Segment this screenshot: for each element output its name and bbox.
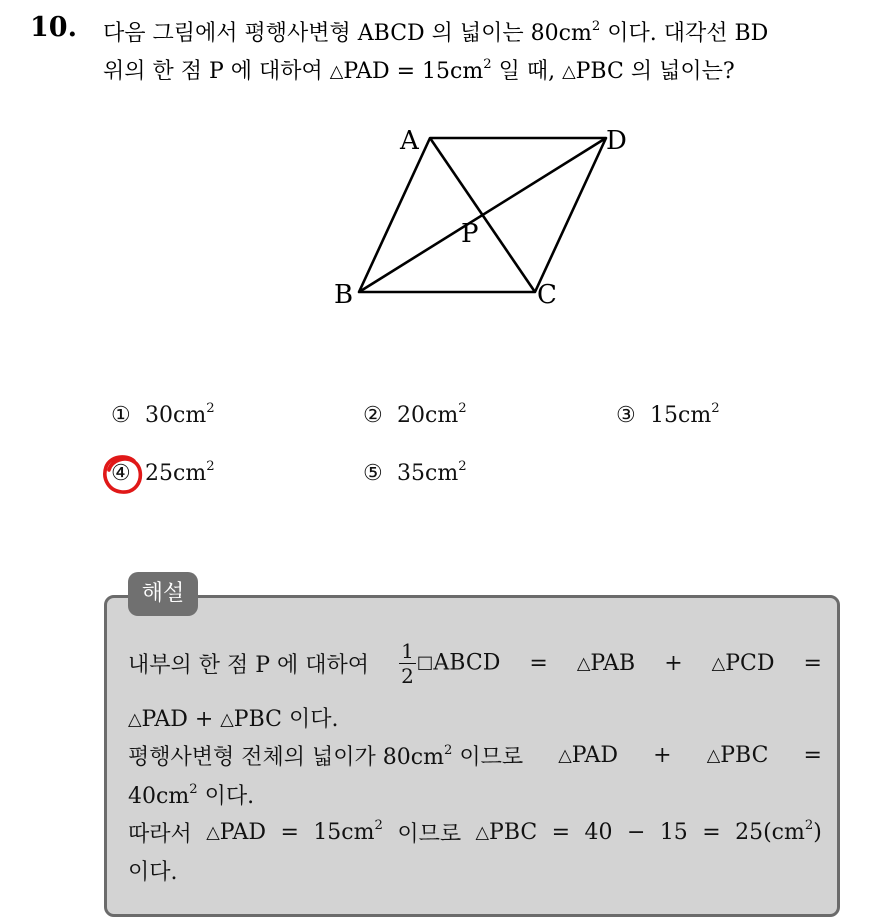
choice-1[interactable]: ① $30cm^2$ bbox=[111, 401, 215, 428]
triangle-symbol: △ bbox=[220, 710, 234, 731]
answer-mark-circle bbox=[100, 452, 146, 496]
choice-2[interactable]: ② $20cm^2$ bbox=[363, 401, 467, 428]
point-label-p: P bbox=[461, 219, 479, 249]
vertex-label-c: C bbox=[537, 280, 557, 310]
triangle-symbol: △ bbox=[329, 62, 344, 83]
diagonal-ac bbox=[430, 138, 535, 292]
choice-5[interactable]: ⑤ $35cm^2$ bbox=[363, 459, 467, 486]
solution-line-2: △PAD + △PBC 이다. bbox=[128, 707, 339, 732]
choice-3[interactable]: ③ $15cm^2$ bbox=[616, 401, 720, 428]
vertex-label-a: A bbox=[400, 126, 419, 156]
solution-line-1: 내부의 한 점 P 에 대하여 $\frac{1}{2}$ □ABCD = △PAB + △PCD = bbox=[128, 638, 822, 688]
choice-4[interactable]: ④ $25cm^2$ bbox=[111, 459, 215, 486]
triangle-symbol: △ bbox=[706, 746, 721, 767]
solution-tag: 해설 bbox=[128, 572, 198, 616]
parallelogram-figure bbox=[320, 115, 640, 315]
triangle-symbol: △ bbox=[711, 653, 726, 674]
question-number: 10. bbox=[30, 12, 77, 43]
triangle-symbol: △ bbox=[558, 746, 572, 767]
vertex-label-b: B bbox=[334, 280, 354, 310]
triangle-symbol: △ bbox=[475, 823, 490, 844]
triangle-symbol: △ bbox=[206, 823, 220, 844]
square-symbol: □ bbox=[416, 652, 434, 673]
solution-line-5: 따라서 △PAD = $15cm^2$ 이므로 △PBC = 40 − 15 = $25(cm^2)$ bbox=[128, 818, 822, 847]
triangle-symbol: △ bbox=[562, 62, 576, 83]
triangle-symbol: △ bbox=[128, 710, 142, 731]
solution-line-6: 이다. bbox=[128, 860, 178, 885]
solution-line-3: 평행사변형 전체의 넓이가 $80cm^2$ 이므로 △PAD + △PBC = bbox=[128, 743, 822, 770]
question-text-line1: 다음 그림에서 평행사변형 ABCD 의 넓이는 $80cm^2$ 이다. 대각선 BD bbox=[103, 19, 769, 46]
fraction-one-half: $\frac{1}{2}$ bbox=[401, 638, 414, 688]
triangle-symbol: △ bbox=[576, 653, 591, 674]
solution-line-4: $40cm^2$ 이다. bbox=[128, 782, 255, 809]
vertex-label-d: D bbox=[606, 126, 627, 156]
question-text-line2: 위의 한 점 P 에 대하여 △PAD = $15cm^2$ 일 때, △PBC 의 넓이는? bbox=[103, 57, 735, 84]
